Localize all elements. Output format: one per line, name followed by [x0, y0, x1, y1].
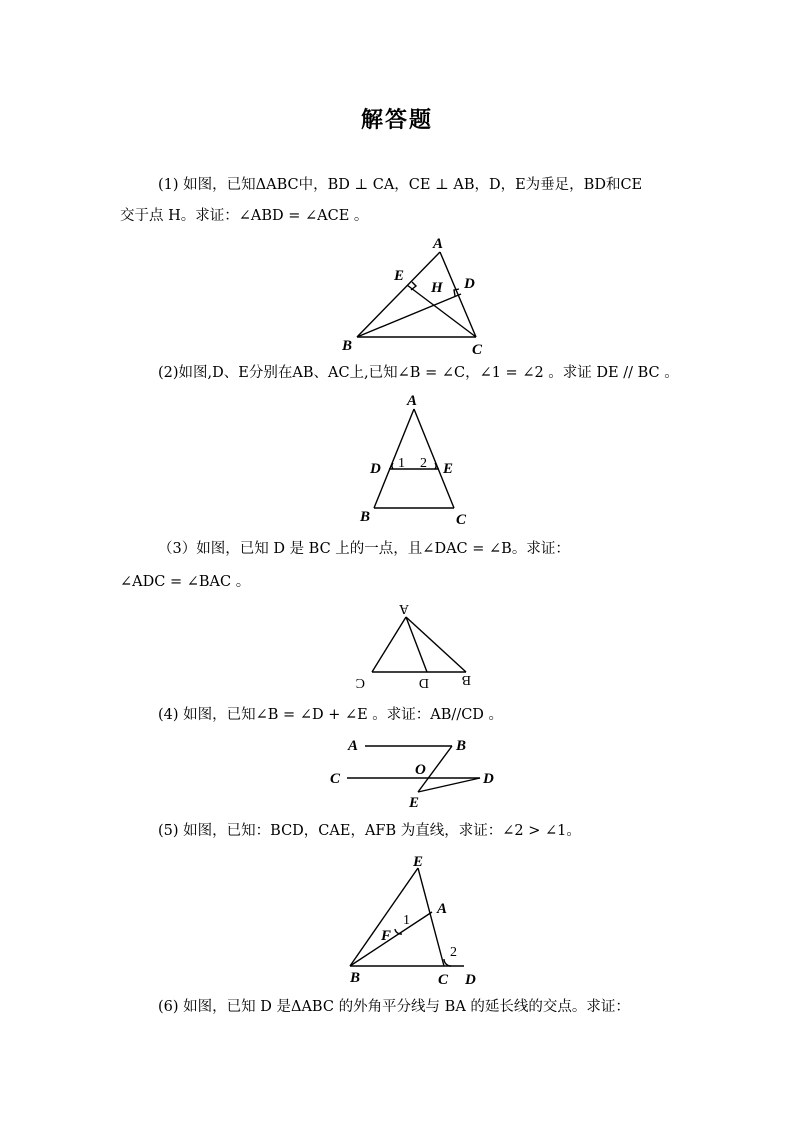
label-d: D [418, 675, 429, 690]
label-b: B [461, 672, 471, 687]
label-a: A [433, 236, 444, 252]
angle-arc-1 [395, 929, 402, 934]
page-title: 解答题 [360, 107, 433, 133]
label-c: C [438, 972, 449, 988]
label-b: B [456, 738, 467, 754]
problem-2-line-1: (2)如图,D、E分别在AB、AC上,已知∠B = ∠C，∠1 = ∠2 。求证 DE // BC 。 [158, 365, 679, 381]
label-a: A [407, 393, 418, 409]
problem-1-line-1: (1) 如图，已知ΔABC中，BD ⊥ CA，CE ⊥ AB，D，E为垂足，BD和CE [158, 177, 643, 193]
angle-label-1: 1 [398, 456, 405, 471]
problem-3-line-1: （3）如图，已知 D 是 BC 上的一点，且∠DAC = ∠B。求证： [158, 541, 570, 557]
label-c: C [330, 771, 341, 787]
label-a: A [398, 601, 409, 616]
label-b: B [350, 970, 361, 986]
label-e: E [394, 268, 405, 284]
label-o: O [415, 762, 426, 778]
label-d: D [483, 771, 494, 787]
angle-label-2: 2 [420, 456, 427, 471]
label-e: E [413, 854, 424, 870]
angle-label-1: 1 [403, 913, 410, 928]
label-f: F [381, 928, 392, 944]
label-c: C [355, 675, 365, 690]
label-d: D [465, 972, 476, 988]
angle-arc-2 [444, 959, 451, 966]
label-a: A [348, 738, 359, 754]
problem-4-line-1: (4) 如图，已知∠B = ∠D + ∠E 。求证：AB//CD 。 [158, 707, 504, 723]
label-b: B [360, 509, 371, 525]
angle-label-2: 2 [450, 945, 457, 960]
label-c: C [456, 512, 467, 528]
label-h: H [431, 280, 443, 296]
problem-5-line-1: (5) 如图，已知：BCD，CAE，AFB 为直线，求证：∠2 > ∠1。 [158, 823, 581, 839]
label-e: E [443, 461, 454, 477]
label-a: A [437, 901, 448, 917]
problem-3-line-2: ∠ADC = ∠BAC 。 [120, 574, 251, 590]
problem-6-line-1: (6) 如图，已知 D 是ΔABC 的外角平分线与 BA 的延长线的交点。求证： [158, 999, 630, 1015]
problem-1-line-2: 交于点 H。求证：∠ABD = ∠ACE 。 [120, 208, 369, 224]
label-b: B [342, 338, 353, 354]
label-d: D [370, 461, 381, 477]
label-c: C [472, 342, 483, 358]
label-e: E [409, 795, 420, 811]
segment-ec [418, 868, 444, 966]
label-d: D [464, 276, 475, 292]
